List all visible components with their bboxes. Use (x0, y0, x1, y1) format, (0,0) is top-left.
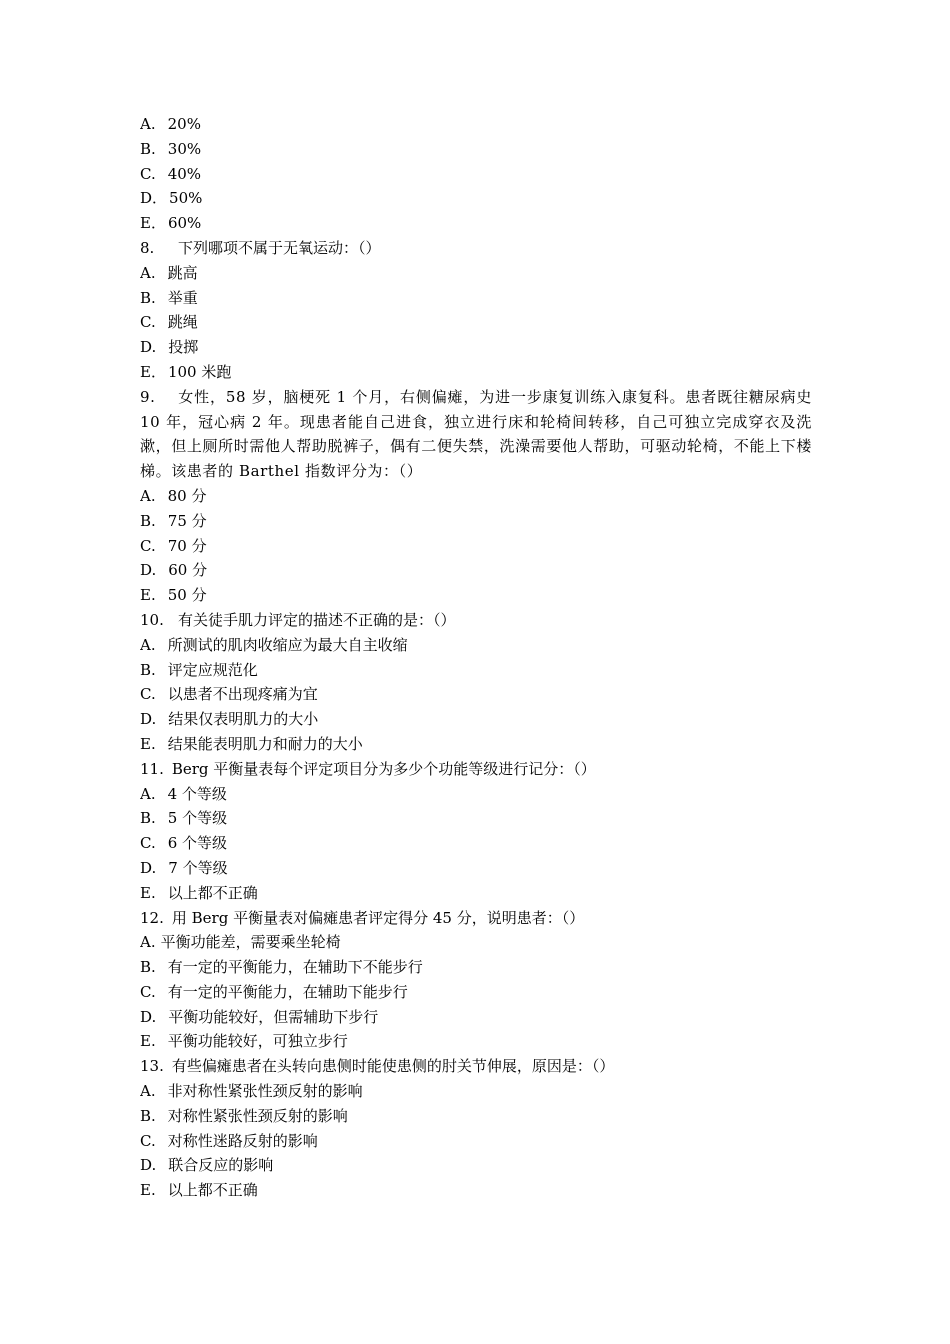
answer-option (140, 806, 812, 831)
option-text: 对称性迷路反射的影响 (167, 1131, 318, 1150)
option-label: A. (140, 263, 156, 282)
question-text: 女性，58 岁，脑梗死 1 个月，右侧偏瘫，为进一步康复训练入康复科。患者既往糖尿病史 10 年，冠心病 2 年。现患者能自己进食，独立进行床和轮椅间转移，自己可独立完成穿衣及洗漱，但上厕所时需他人帮助脱裤子，偶有二便失禁，洗澡需要他人帮助，可驱动轮椅，不能上下楼梯。该患者的 Barthel 指数评分为：（） (140, 387, 812, 481)
answer-option (140, 1005, 812, 1030)
question-number: 8. (140, 238, 155, 257)
option-text: 20% (167, 115, 201, 133)
answer-option (140, 509, 812, 534)
answer-option (140, 881, 812, 906)
option-label: A. (140, 933, 156, 952)
option-text: 50% (169, 189, 203, 208)
option-label: E. (140, 1032, 156, 1051)
answer-option (140, 1129, 812, 1154)
option-label: A. (140, 1082, 156, 1101)
answer-option (140, 583, 812, 608)
option-label: A. (140, 486, 156, 505)
option-text: 平衡功能较好，可独立步行 (167, 1032, 348, 1051)
question-text: 下列哪项不属于无氧运动：（） (178, 238, 381, 257)
option-text: 100 米跑 (167, 362, 232, 381)
answer-option (140, 534, 812, 559)
answer-option (140, 1079, 812, 1104)
answer-option (140, 1104, 812, 1129)
option-text: 联合反应的影响 (168, 1156, 274, 1175)
question-text: 用 Berg 平衡量表对偏瘫患者评定得分 45 分，说明患者：（） (171, 908, 585, 927)
answer-option (140, 658, 812, 683)
option-label: E. (140, 883, 156, 902)
option-text: 所测试的肌肉收缩应为最大自主收缩 (167, 635, 408, 654)
answer-option (140, 955, 812, 980)
option-text: 60 分 (168, 561, 208, 580)
option-label: C. (140, 536, 156, 555)
option-text: 非对称性紧张性颈反射的影响 (167, 1082, 363, 1101)
answer-option (140, 286, 812, 311)
question-number: 13. (140, 1057, 164, 1076)
option-label: B. (140, 809, 156, 828)
answer-option (140, 980, 812, 1005)
answer-option (140, 112, 812, 137)
option-label: C. (140, 685, 156, 704)
option-text: 80 分 (167, 486, 207, 505)
question-line (140, 906, 812, 931)
question-text: Berg 平衡量表每个评定项目分为多少个功能等级进行记分：（） (171, 759, 596, 778)
answer-option (140, 162, 812, 187)
option-text: 7 个等级 (168, 858, 228, 877)
option-label: E. (140, 586, 156, 605)
question-number: 12. (140, 908, 164, 927)
answer-option (140, 1178, 812, 1203)
option-text: 举重 (167, 288, 198, 307)
option-label: E． (140, 362, 166, 381)
option-label: B. (140, 958, 156, 977)
option-text: 30% (167, 139, 202, 158)
option-text: 平衡功能差，需要乘坐轮椅 (160, 933, 341, 952)
question-number: 9. (140, 387, 156, 406)
option-label: B. (140, 288, 156, 307)
question-line (140, 1054, 812, 1079)
option-label: C. (140, 834, 156, 853)
option-text: 投掷 (168, 338, 199, 357)
option-label: D. (140, 858, 157, 877)
option-text: 平衡功能较好，但需辅助下步行 (168, 1007, 379, 1026)
answer-option (140, 707, 812, 732)
option-label: A. (140, 115, 156, 133)
answer-option (140, 856, 812, 881)
option-text: 5 个等级 (167, 809, 228, 828)
question-text: 有些偏瘫患者在头转向患侧时能使患侧的肘关节伸展，原因是：（） (171, 1057, 615, 1076)
question-number: 10. (140, 610, 164, 629)
option-label: C. (140, 982, 156, 1001)
option-text: 6 个等级 (167, 834, 228, 853)
option-label: C. (140, 313, 156, 332)
option-text: 有一定的平衡能力，在辅助下不能步行 (167, 958, 423, 977)
answer-option (140, 633, 812, 658)
option-label: D． (140, 189, 168, 208)
option-text: 有一定的平衡能力，在辅助下能步行 (167, 982, 408, 1001)
option-text: 评定应规范化 (167, 660, 258, 679)
option-label: D. (140, 561, 157, 580)
question-line (140, 608, 812, 633)
option-text: 40% (167, 164, 202, 183)
question-number: 11. (140, 759, 164, 778)
option-label: B. (140, 511, 156, 530)
option-label: D. (140, 710, 157, 729)
answer-option (140, 484, 812, 509)
option-label: C. (140, 164, 156, 183)
option-label: D. (140, 1156, 157, 1175)
option-label: E. (140, 1181, 156, 1200)
answer-option (140, 1029, 812, 1054)
option-text: 以患者不出现疼痛为宜 (167, 685, 318, 704)
option-label: E． (140, 214, 166, 233)
option-text: 60% (167, 214, 202, 233)
answer-option (140, 261, 812, 286)
answer-option (140, 782, 812, 807)
option-text: 50 分 (167, 586, 207, 605)
answer-option (140, 360, 812, 385)
answer-option (140, 335, 812, 360)
option-text: 4 个等级 (167, 784, 227, 803)
option-text: 结果仅表明肌力的大小 (168, 710, 319, 729)
answer-option (140, 310, 812, 335)
option-label: A. (140, 635, 156, 654)
answer-option (140, 732, 812, 757)
answer-option (140, 1153, 812, 1178)
option-label: D. (140, 1007, 157, 1026)
question-line (140, 385, 812, 484)
option-label: D. (140, 338, 157, 357)
option-label: B. (140, 139, 156, 158)
question-text: 有关徒手肌力评定的描述不正确的是：（） (178, 610, 456, 629)
option-text: 以上都不正确 (167, 1181, 258, 1200)
answer-option (140, 137, 812, 162)
option-text: 70 分 (167, 536, 207, 555)
option-label: C. (140, 1131, 156, 1150)
document-page (140, 112, 812, 1203)
option-label: B. (140, 660, 156, 679)
option-text: 以上都不正确 (167, 883, 258, 902)
question-line (140, 236, 812, 261)
option-text: 75 分 (167, 511, 207, 530)
option-label: E. (140, 734, 156, 753)
answer-option (140, 558, 812, 583)
option-text: 对称性紧张性颈反射的影响 (167, 1106, 348, 1125)
answer-option (140, 831, 812, 856)
option-label: B. (140, 1106, 156, 1125)
option-label: A. (140, 784, 156, 803)
option-text: 跳绳 (167, 313, 198, 332)
answer-option (140, 211, 812, 236)
option-text: 结果能表明肌力和耐力的大小 (167, 734, 363, 753)
answer-option (140, 682, 812, 707)
question-line (140, 757, 812, 782)
answer-option (140, 930, 812, 955)
option-text: 跳高 (167, 263, 198, 282)
answer-option (140, 186, 812, 211)
